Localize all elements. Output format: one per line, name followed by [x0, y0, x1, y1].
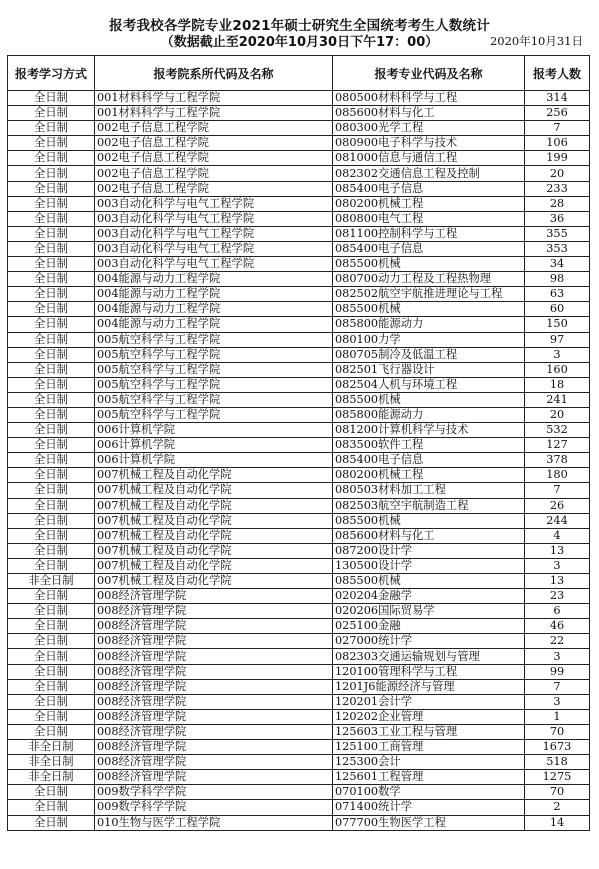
table-row — [8, 574, 590, 589]
applicant-count-table — [7, 55, 590, 831]
cell-department: 004能源与动力工程学院 — [95, 302, 333, 317]
cell-study-mode: 全日制 — [8, 558, 95, 573]
table-row — [8, 166, 590, 181]
table-row — [8, 528, 590, 543]
cell-department: 008经济管理学院 — [95, 694, 333, 709]
cell-major: 085800能源动力 — [333, 407, 525, 422]
cell-study-mode: 全日制 — [8, 423, 95, 438]
cell-study-mode: 全日制 — [8, 694, 95, 709]
table-row — [8, 317, 590, 332]
cell-count: 7 — [525, 121, 590, 136]
cell-count: 63 — [525, 287, 590, 302]
cell-study-mode: 全日制 — [8, 619, 95, 634]
column-header-study-mode: 报考学习方式 — [8, 56, 95, 91]
cell-department: 005航空科学与工程学院 — [95, 332, 333, 347]
cell-major: 071400统计学 — [333, 800, 525, 815]
cell-major: 080705制冷及低温工程 — [333, 347, 525, 362]
column-header-department: 报考院系所代码及名称 — [95, 56, 333, 91]
cell-major: 085400电子信息 — [333, 181, 525, 196]
table-row — [8, 377, 590, 392]
table-row — [8, 664, 590, 679]
table-row — [8, 438, 590, 453]
cell-major: 085600材料与化工 — [333, 106, 525, 121]
cell-study-mode: 全日制 — [8, 453, 95, 468]
cell-count: 3 — [525, 694, 590, 709]
cell-study-mode: 全日制 — [8, 438, 95, 453]
cell-department: 008经济管理学院 — [95, 649, 333, 664]
column-header-major: 报考专业代码及名称 — [333, 56, 525, 91]
cell-count: 3 — [525, 347, 590, 362]
cell-department: 001材料科学与工程学院 — [95, 106, 333, 121]
cell-study-mode: 全日制 — [8, 392, 95, 407]
table-row — [8, 558, 590, 573]
table-row — [8, 634, 590, 649]
cell-study-mode: 全日制 — [8, 257, 95, 272]
cell-study-mode: 全日制 — [8, 302, 95, 317]
cell-department: 010生物与医学工程学院 — [95, 815, 333, 830]
cell-major: 082504人机与环境工程 — [333, 377, 525, 392]
cell-major: 125300会计 — [333, 755, 525, 770]
table-row — [8, 211, 590, 226]
cell-department: 007机械工程及自动化学院 — [95, 558, 333, 573]
cell-department: 007机械工程及自动化学院 — [95, 498, 333, 513]
cell-major: 120201会计学 — [333, 694, 525, 709]
cell-count: 99 — [525, 664, 590, 679]
cell-count: 518 — [525, 755, 590, 770]
cell-department: 006计算机学院 — [95, 423, 333, 438]
cell-count: 1673 — [525, 740, 590, 755]
cell-major: 020206国际贸易学 — [333, 604, 525, 619]
cell-count: 160 — [525, 362, 590, 377]
cell-count: 6 — [525, 604, 590, 619]
cell-study-mode: 全日制 — [8, 634, 95, 649]
cell-department: 008经济管理学院 — [95, 619, 333, 634]
cell-study-mode: 全日制 — [8, 513, 95, 528]
cell-study-mode: 全日制 — [8, 498, 95, 513]
cell-major: 085500机械 — [333, 513, 525, 528]
cell-study-mode: 全日制 — [8, 407, 95, 422]
cell-major: 077700生物医学工程 — [333, 815, 525, 830]
cell-count: 13 — [525, 543, 590, 558]
cell-study-mode: 全日制 — [8, 468, 95, 483]
table-header-row — [8, 56, 590, 91]
table-row — [8, 694, 590, 709]
cell-major: 081000信息与通信工程 — [333, 151, 525, 166]
cell-study-mode: 全日制 — [8, 604, 95, 619]
cell-major: 070100数学 — [333, 785, 525, 800]
cell-study-mode: 全日制 — [8, 664, 95, 679]
cell-study-mode: 非全日制 — [8, 574, 95, 589]
cell-count: 256 — [525, 106, 590, 121]
table-row — [8, 91, 590, 106]
document-date: 2020年10月31日 — [489, 34, 583, 48]
cell-major: 025100金融 — [333, 619, 525, 634]
cell-study-mode: 非全日制 — [8, 770, 95, 785]
table-row — [8, 785, 590, 800]
cell-study-mode: 全日制 — [8, 785, 95, 800]
cell-department: 008经济管理学院 — [95, 664, 333, 679]
cell-department: 005航空科学与工程学院 — [95, 362, 333, 377]
cell-major: 085600材料与化工 — [333, 528, 525, 543]
cell-count: 46 — [525, 619, 590, 634]
cell-study-mode: 全日制 — [8, 287, 95, 302]
cell-study-mode: 全日制 — [8, 166, 95, 181]
cell-count: 353 — [525, 241, 590, 256]
table-row — [8, 483, 590, 498]
cell-department: 006计算机学院 — [95, 453, 333, 468]
cell-department: 004能源与动力工程学院 — [95, 317, 333, 332]
table-row — [8, 498, 590, 513]
cell-department: 008经济管理学院 — [95, 755, 333, 770]
table-row — [8, 468, 590, 483]
cell-count: 378 — [525, 453, 590, 468]
cell-study-mode: 全日制 — [8, 136, 95, 151]
table-row — [8, 257, 590, 272]
table-row — [8, 770, 590, 785]
cell-major: 120100管理科学与工程 — [333, 664, 525, 679]
cell-major: 085800能源动力 — [333, 317, 525, 332]
cell-department: 004能源与动力工程学院 — [95, 287, 333, 302]
cell-department: 008经济管理学院 — [95, 740, 333, 755]
cell-study-mode: 全日制 — [8, 196, 95, 211]
cell-major: 085400电子信息 — [333, 241, 525, 256]
cell-major: 082302交通信息工程及控制 — [333, 166, 525, 181]
table-row — [8, 740, 590, 755]
cell-study-mode: 全日制 — [8, 347, 95, 362]
cell-major: 081200计算机科学与技术 — [333, 423, 525, 438]
cell-count: 97 — [525, 332, 590, 347]
cell-department: 008经济管理学院 — [95, 589, 333, 604]
cell-count: 22 — [525, 634, 590, 649]
cell-major: 085400电子信息 — [333, 453, 525, 468]
cell-count: 2 — [525, 800, 590, 815]
cell-major: 085500机械 — [333, 302, 525, 317]
cell-major: 085500机械 — [333, 257, 525, 272]
table-row — [8, 302, 590, 317]
cell-department: 008经济管理学院 — [95, 770, 333, 785]
cell-study-mode: 全日制 — [8, 332, 95, 347]
cell-department: 004能源与动力工程学院 — [95, 272, 333, 287]
cell-count: 20 — [525, 166, 590, 181]
cell-count: 70 — [525, 724, 590, 739]
cell-department: 005航空科学与工程学院 — [95, 392, 333, 407]
cell-department: 008经济管理学院 — [95, 709, 333, 724]
cell-study-mode: 全日制 — [8, 151, 95, 166]
cell-count: 98 — [525, 272, 590, 287]
table-row — [8, 709, 590, 724]
cell-major: 130500设计学 — [333, 558, 525, 573]
cell-department: 002电子信息工程学院 — [95, 151, 333, 166]
cell-count: 13 — [525, 574, 590, 589]
table-row — [8, 453, 590, 468]
cell-study-mode: 全日制 — [8, 181, 95, 196]
cell-major: 082502航空宇航推进理论与工程 — [333, 287, 525, 302]
document-title: 报考我校各学院专业2021年硕士研究生全国统考考生人数统计 — [109, 18, 490, 34]
cell-study-mode: 全日制 — [8, 528, 95, 543]
cell-count: 199 — [525, 151, 590, 166]
table-row — [8, 136, 590, 151]
cell-major: 080200机械工程 — [333, 468, 525, 483]
cell-major: 080800电气工程 — [333, 211, 525, 226]
cell-department: 007机械工程及自动化学院 — [95, 543, 333, 558]
column-header-count: 报考人数 — [525, 56, 590, 91]
cell-study-mode: 全日制 — [8, 649, 95, 664]
cell-major: 080700动力工程及工程热物理 — [333, 272, 525, 287]
cell-major: 125603工业工程与管理 — [333, 724, 525, 739]
cell-study-mode: 全日制 — [8, 679, 95, 694]
cell-major: 082503航空宇航制造工程 — [333, 498, 525, 513]
cell-study-mode: 全日制 — [8, 106, 95, 121]
cell-major: 083500软件工程 — [333, 438, 525, 453]
cell-department: 008经济管理学院 — [95, 679, 333, 694]
cell-department: 008经济管理学院 — [95, 634, 333, 649]
cell-study-mode: 全日制 — [8, 272, 95, 287]
cell-study-mode: 全日制 — [8, 241, 95, 256]
cell-count: 36 — [525, 211, 590, 226]
cell-count: 18 — [525, 377, 590, 392]
cell-major: 080503材料加工工程 — [333, 483, 525, 498]
cell-department: 003自动化科学与电气工程学院 — [95, 226, 333, 241]
cell-department: 007机械工程及自动化学院 — [95, 513, 333, 528]
cell-major: 085500机械 — [333, 392, 525, 407]
cell-study-mode: 全日制 — [8, 483, 95, 498]
table-row — [8, 181, 590, 196]
cell-major: 1201J6能源经济与管理 — [333, 679, 525, 694]
cell-department: 008经济管理学院 — [95, 724, 333, 739]
cell-count: 26 — [525, 498, 590, 513]
cell-department: 002电子信息工程学院 — [95, 136, 333, 151]
cell-study-mode: 全日制 — [8, 91, 95, 106]
cell-department: 007机械工程及自动化学院 — [95, 468, 333, 483]
cell-study-mode: 全日制 — [8, 121, 95, 136]
table-row — [8, 679, 590, 694]
table-body — [8, 91, 590, 831]
table-row — [8, 121, 590, 136]
cell-study-mode: 全日制 — [8, 543, 95, 558]
cell-count: 180 — [525, 468, 590, 483]
cell-department: 001材料科学与工程学院 — [95, 91, 333, 106]
cell-major: 027000统计学 — [333, 634, 525, 649]
table-row — [8, 423, 590, 438]
table-row — [8, 619, 590, 634]
cell-department: 008经济管理学院 — [95, 604, 333, 619]
cell-department: 003自动化科学与电气工程学院 — [95, 257, 333, 272]
cell-department: 009数学科学学院 — [95, 800, 333, 815]
cell-count: 3 — [525, 558, 590, 573]
cell-count: 3 — [525, 649, 590, 664]
cell-study-mode: 非全日制 — [8, 755, 95, 770]
cell-department: 007机械工程及自动化学院 — [95, 574, 333, 589]
cell-count: 14 — [525, 815, 590, 830]
cell-department: 005航空科学与工程学院 — [95, 407, 333, 422]
cell-count: 127 — [525, 438, 590, 453]
table-row — [8, 226, 590, 241]
cell-count: 23 — [525, 589, 590, 604]
cell-count: 532 — [525, 423, 590, 438]
cell-major: 080500材料科学与工程 — [333, 91, 525, 106]
cell-count: 60 — [525, 302, 590, 317]
cell-count: 355 — [525, 226, 590, 241]
cell-count: 4 — [525, 528, 590, 543]
cell-study-mode: 全日制 — [8, 709, 95, 724]
cell-major: 080900电子科学与技术 — [333, 136, 525, 151]
cell-study-mode: 全日制 — [8, 800, 95, 815]
cell-count: 314 — [525, 91, 590, 106]
cell-department: 003自动化科学与电气工程学院 — [95, 241, 333, 256]
table-row — [8, 755, 590, 770]
cell-count: 106 — [525, 136, 590, 151]
cell-study-mode: 全日制 — [8, 377, 95, 392]
cell-count: 241 — [525, 392, 590, 407]
cell-count: 1275 — [525, 770, 590, 785]
cell-count: 70 — [525, 785, 590, 800]
cell-count: 1 — [525, 709, 590, 724]
document-subtitle: （数据截止至2020年10月30日下午17：00） — [160, 35, 439, 50]
cell-major: 080300光学工程 — [333, 121, 525, 136]
cell-count: 150 — [525, 317, 590, 332]
table-row — [8, 543, 590, 558]
cell-count: 28 — [525, 196, 590, 211]
cell-study-mode: 全日制 — [8, 724, 95, 739]
cell-count: 244 — [525, 513, 590, 528]
cell-study-mode: 全日制 — [8, 362, 95, 377]
table-row — [8, 724, 590, 739]
table-row — [8, 800, 590, 815]
cell-major: 080100力学 — [333, 332, 525, 347]
table-row — [8, 347, 590, 362]
cell-major: 087200设计学 — [333, 543, 525, 558]
cell-department: 002电子信息工程学院 — [95, 166, 333, 181]
cell-major: 082303交通运输规划与管理 — [333, 649, 525, 664]
cell-count: 7 — [525, 483, 590, 498]
table-row — [8, 407, 590, 422]
cell-study-mode: 全日制 — [8, 589, 95, 604]
cell-department: 003自动化科学与电气工程学院 — [95, 211, 333, 226]
cell-department: 005航空科学与工程学院 — [95, 347, 333, 362]
table-row — [8, 151, 590, 166]
cell-department: 007机械工程及自动化学院 — [95, 528, 333, 543]
table-row — [8, 287, 590, 302]
cell-study-mode: 非全日制 — [8, 740, 95, 755]
cell-major: 125100工商管理 — [333, 740, 525, 755]
cell-study-mode: 全日制 — [8, 317, 95, 332]
cell-department: 003自动化科学与电气工程学院 — [95, 196, 333, 211]
table-row — [8, 272, 590, 287]
cell-count: 233 — [525, 181, 590, 196]
cell-study-mode: 全日制 — [8, 815, 95, 830]
cell-study-mode: 全日制 — [8, 211, 95, 226]
cell-count: 20 — [525, 407, 590, 422]
table-row — [8, 196, 590, 211]
table-row — [8, 513, 590, 528]
table-row — [8, 332, 590, 347]
table-row — [8, 241, 590, 256]
cell-major: 081100控制科学与工程 — [333, 226, 525, 241]
cell-department: 009数学科学学院 — [95, 785, 333, 800]
cell-major: 020204金融学 — [333, 589, 525, 604]
table-row — [8, 392, 590, 407]
cell-department: 002电子信息工程学院 — [95, 181, 333, 196]
cell-study-mode: 全日制 — [8, 226, 95, 241]
cell-major: 082501飞行器设计 — [333, 362, 525, 377]
cell-major: 125601工程管理 — [333, 770, 525, 785]
table-row — [8, 815, 590, 830]
cell-major: 120202企业管理 — [333, 709, 525, 724]
cell-department: 002电子信息工程学院 — [95, 121, 333, 136]
cell-department: 005航空科学与工程学院 — [95, 377, 333, 392]
cell-major: 080200机械工程 — [333, 196, 525, 211]
table-row — [8, 649, 590, 664]
table-row — [8, 589, 590, 604]
cell-count: 34 — [525, 257, 590, 272]
cell-count: 7 — [525, 679, 590, 694]
cell-department: 007机械工程及自动化学院 — [95, 483, 333, 498]
table-row — [8, 604, 590, 619]
cell-major: 085500机械 — [333, 574, 525, 589]
table-row — [8, 106, 590, 121]
cell-department: 006计算机学院 — [95, 438, 333, 453]
table-row — [8, 362, 590, 377]
